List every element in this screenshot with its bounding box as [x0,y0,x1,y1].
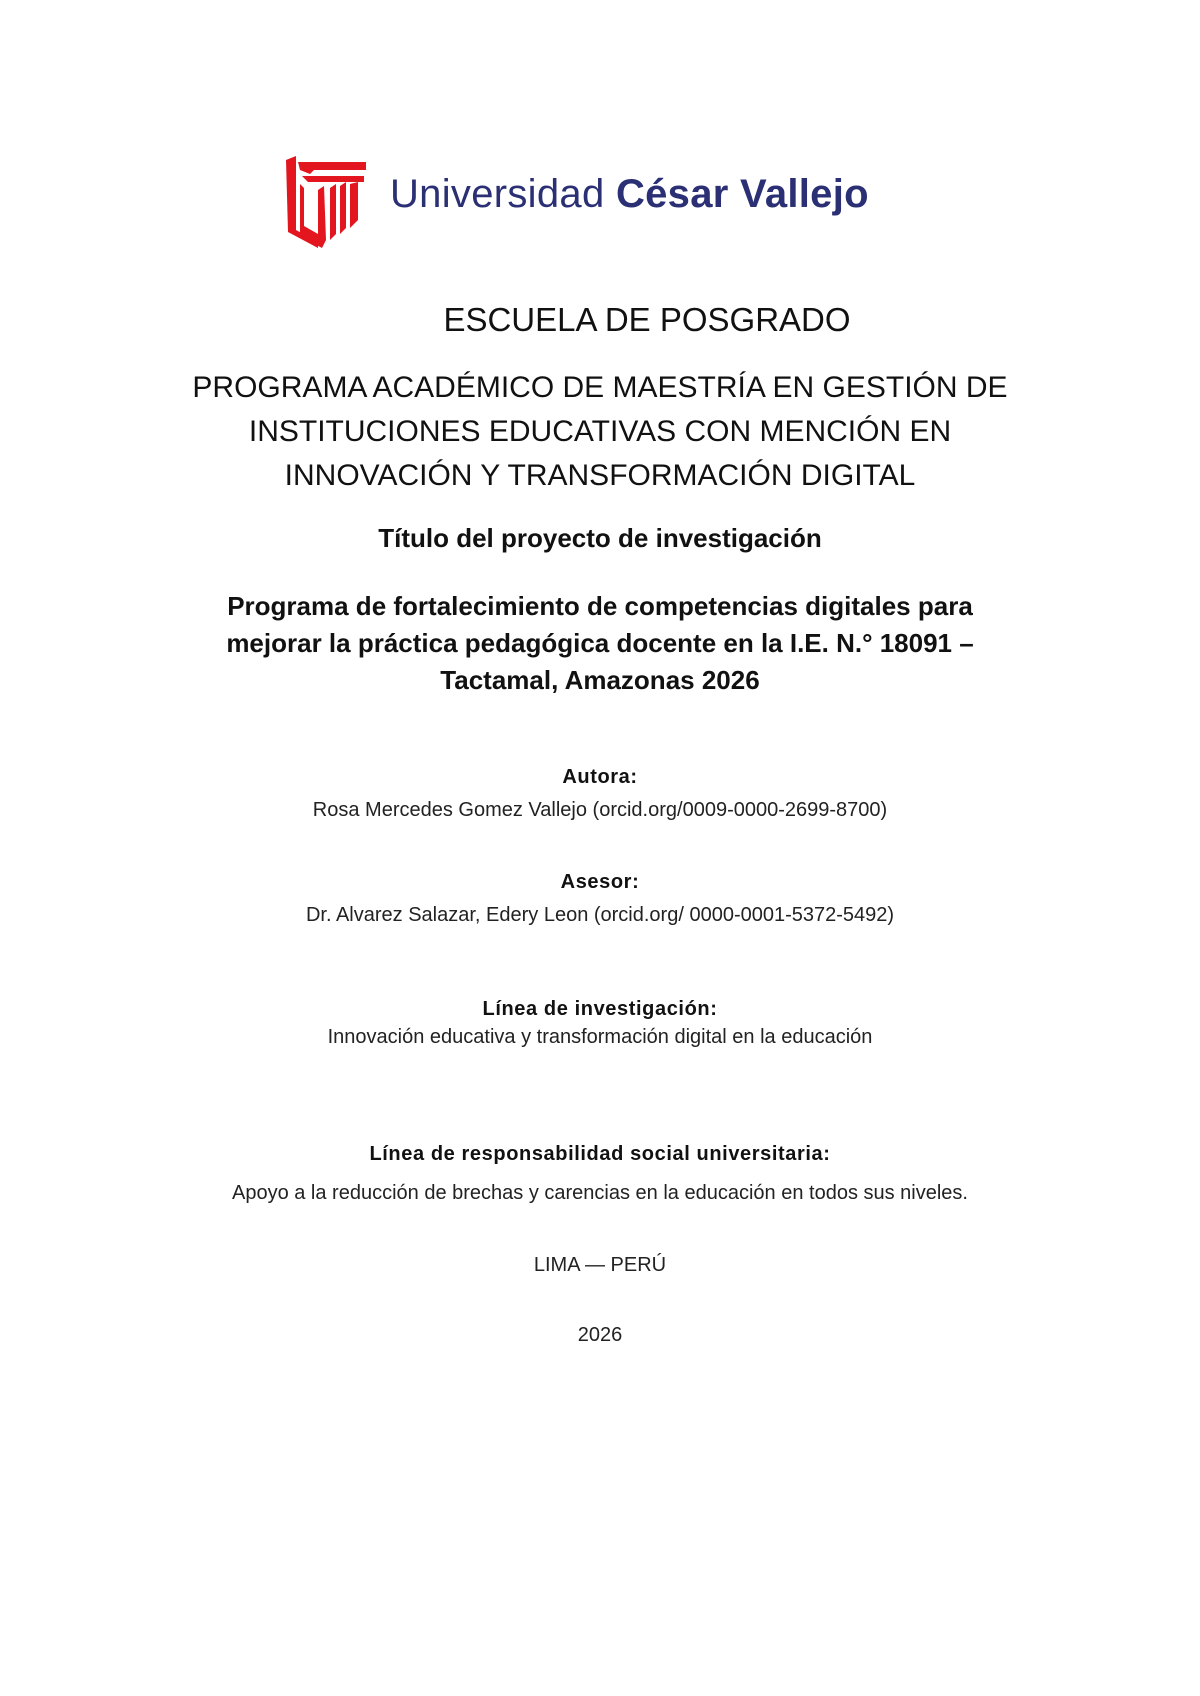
school-heading: ESCUELA DE POSGRADO [443,301,851,338]
research-line-label: Línea de investigación: [482,998,718,1020]
university-logo [286,156,946,248]
social-responsibility-label: Línea de responsabilidad social universitaria: [369,1143,831,1165]
program-line-1: PROGRAMA ACADÉMICO DE MAESTRÍA EN GESTIÓN DE [192,371,1008,404]
project-title-line-1: Programa de fortalecimiento de competencias digitales para [227,591,973,621]
project-title-label: Título del proyecto de investigación [378,523,822,553]
program-line-2: INSTITUCIONES EDUCATIVAS CON MENCIÓN EN [248,415,952,448]
author-value: Rosa Mercedes Gomez Vallejo (orcid.org/0009-0000-2699-8700) [312,799,888,821]
author-label: Autora: [562,766,638,788]
university-name-light: Universidad [390,172,616,216]
advisor-value: Dr. Alvarez Salazar, Edery Leon (orcid.org/ 0000-0001-5372-5492) [305,904,895,926]
city-country: LIMA — PERÚ [533,1254,667,1276]
project-title-line-2: mejorar la práctica pedagógica docente en la I.E. N.° 18091 – [226,628,974,658]
project-title-line-3: Tactamal, Amazonas 2026 [440,665,760,695]
program-line-3: INNOVACIÓN Y TRANSFORMACIÓN DIGITAL [284,459,916,492]
year: 2026 [577,1324,623,1346]
university-name [390,170,869,218]
research-line-value: Innovación educativa y transformación digital en la educación [327,1026,873,1048]
university-name-bold: César Vallejo [615,172,869,216]
ucv-shield-icon [286,156,368,248]
social-responsibility-value: Apoyo a la reducción de brechas y carencias en la educación en todos sus niveles. [231,1182,968,1204]
advisor-label: Asesor: [560,871,640,893]
